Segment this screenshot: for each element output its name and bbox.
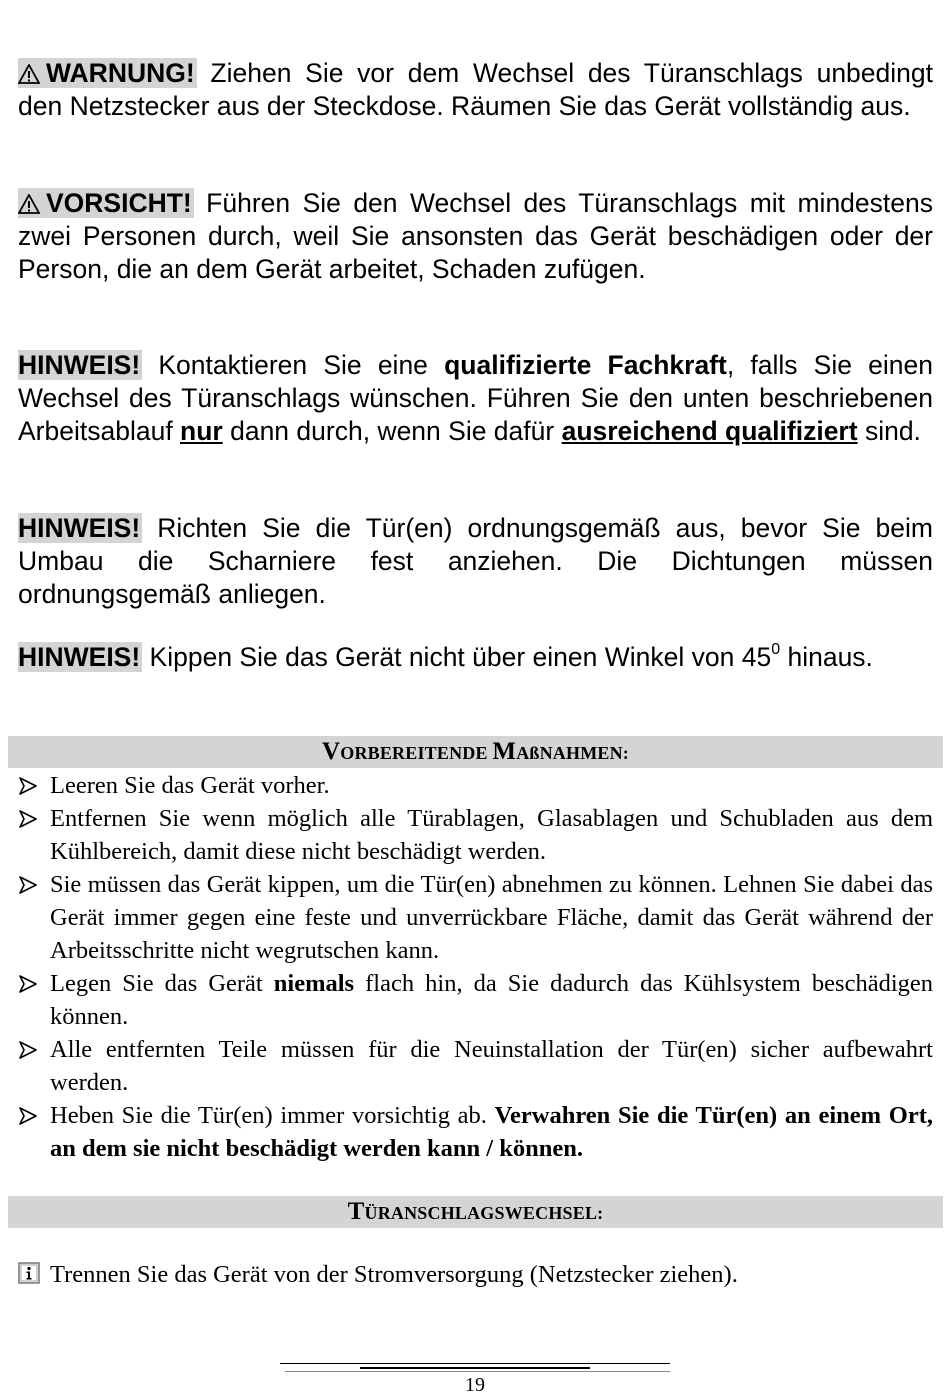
caution-text: Führen Sie den Wechsel des Türanschlags mit mindestens zwei Personen durch, weil Sie ansonsten das Gerät beschädigen oder der Person, die an dem Gerät arbeitet, Schaden zufügen. xyxy=(18,188,933,284)
warning-tag xyxy=(18,58,197,88)
arrow-bullet-icon xyxy=(18,1040,38,1060)
list-item-text: Leeren Sie das Gerät vorher. xyxy=(50,772,330,799)
list-item xyxy=(18,769,933,802)
section-1-rest-2: AßNAHMEN: xyxy=(516,743,629,763)
page-number: 19 xyxy=(465,1374,485,1396)
note-label-1: HINWEIS! xyxy=(18,350,141,380)
arrow-bullet-icon xyxy=(18,974,38,994)
info-line xyxy=(18,1258,933,1293)
list-item xyxy=(18,1099,933,1165)
warning-triangle-icon xyxy=(18,57,46,90)
arrow-bullet-icon xyxy=(18,875,38,895)
footer-rule xyxy=(280,1363,670,1364)
note-paragraph-2 xyxy=(18,512,933,611)
warning-text: Ziehen Sie vor dem Wechsel des Türanschlags unbedingt den Netzstecker aus der Steckdose. Räumen Sie das Gerät vollständig aus. xyxy=(18,58,933,121)
warning-label: WARNUNG! xyxy=(46,58,195,88)
warning-paragraph xyxy=(18,57,933,123)
caution-paragraph xyxy=(18,187,933,286)
footer-rule xyxy=(360,1367,590,1369)
section-1-initial-1: V xyxy=(321,738,341,765)
section-1-rest-1: ORBEREITENDE xyxy=(340,743,493,763)
footer-rule xyxy=(285,1371,670,1372)
section-header-preparation xyxy=(8,736,943,768)
list-item-text: Legen Sie das Gerät xyxy=(50,970,274,997)
note-paragraph-3 xyxy=(18,641,933,674)
preparation-list xyxy=(18,769,933,1165)
note-paragraph-1 xyxy=(18,349,933,448)
note-1-text-d: sind. xyxy=(857,416,921,446)
note-label-3: HINWEIS! xyxy=(18,642,141,672)
section-1-initial-2: M xyxy=(492,738,517,765)
list-item-bold: niemals xyxy=(273,970,355,997)
arrow-bullet-icon xyxy=(18,1106,38,1126)
note-1-underline-nur: nur xyxy=(180,416,223,446)
note-1-text-a: Kontaktieren Sie eine xyxy=(142,350,445,380)
note-3-text: Kippen Sie das Gerät nicht über einen Winkel von 45 xyxy=(142,642,772,672)
note-1-bold: qualifizierte Fachkraft xyxy=(444,350,727,380)
list-item-text: Heben Sie die Tür(en) immer vorsichtig ab. xyxy=(50,1102,495,1129)
arrow-bullet-icon xyxy=(18,809,38,829)
warning-triangle-icon xyxy=(18,187,46,220)
caution-label: VORSICHT! xyxy=(46,188,192,218)
note-3-text-end: hinaus. xyxy=(780,642,873,672)
list-item-bold: Verwahren Sie die Tür(en) an einem Ort, an dem sie nicht beschädigt werden kann / können. xyxy=(50,1102,933,1162)
section-2-initial: T xyxy=(347,1198,365,1225)
caution-tag xyxy=(18,188,194,218)
list-item-text: Sie müssen das Gerät kippen, um die Tür(en) abnehmen zu können. Lehnen Sie dabei das Gerät immer gegen eine feste und unverrückbare Fläche, damit das Gerät während der Arbeitsschritte nicht wegrutschen kann. xyxy=(50,871,933,964)
list-item xyxy=(18,1033,933,1099)
list-item-text-end: flach hin, da Sie dadurch das Kühlsystem beschädigen können. xyxy=(50,970,933,1030)
info-text: Trennen Sie das Gerät von der Stromversorgung (Netzstecker ziehen). xyxy=(50,1261,738,1288)
note-1-underline-qualified: ausreichend qualifiziert xyxy=(561,416,858,446)
note-2-text: Richten Sie die Tür(en) ordnungsgemäß aus, bevor Sie beim Umbau die Scharniere fest anziehen. Die Dichtungen müssen ordnungsgemäß anliegen. xyxy=(18,513,933,609)
arrow-bullet-icon xyxy=(18,776,38,796)
list-item-text: Entfernen Sie wenn möglich alle Türablagen, Glasablagen und Schubladen aus dem Kühlbereich, damit diese nicht beschädigt werden. xyxy=(50,805,933,865)
section-2-rest: ÜRANSCHLAGSWECHSEL: xyxy=(364,1203,604,1223)
info-icon xyxy=(18,1260,50,1293)
list-item xyxy=(18,802,933,868)
note-1-text-c: dann durch, wenn Sie dafür xyxy=(222,416,562,446)
list-item xyxy=(18,868,933,967)
note-label-2: HINWEIS! xyxy=(18,513,141,543)
degree-superscript: 0 xyxy=(771,641,781,658)
list-item-text: Alle entfernten Teile müssen für die Neuinstallation der Tür(en) sicher aufbewahrt werden. xyxy=(50,1036,933,1096)
list-item xyxy=(18,967,933,1033)
section-header-door-reversal xyxy=(8,1196,943,1228)
note-1-text-b: , falls Sie einen Wechsel des Türanschlags wünschen. Führen Sie den unten beschriebenen Arbeitsablauf xyxy=(18,350,933,446)
